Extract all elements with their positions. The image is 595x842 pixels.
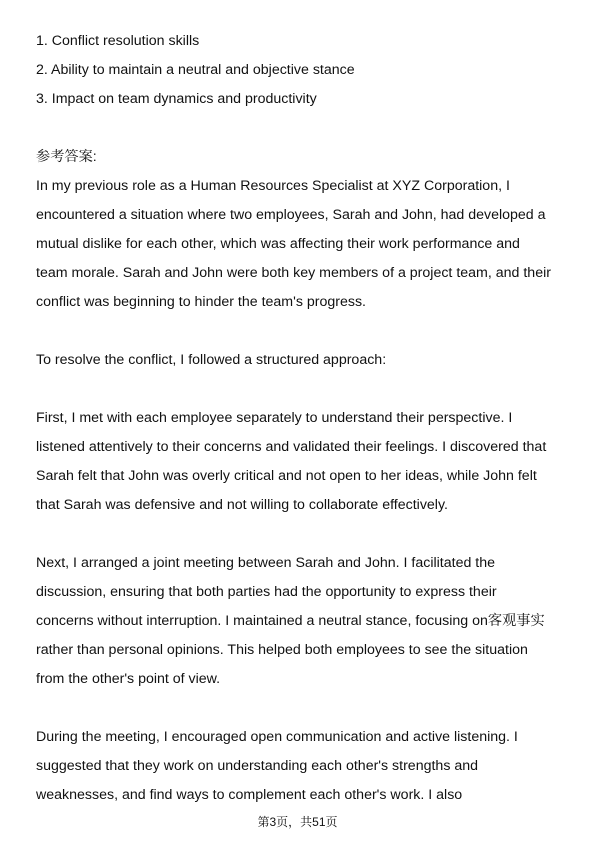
spacer	[36, 520, 566, 549]
answer-heading: 参考答案:	[36, 149, 97, 165]
page-content	[36, 27, 566, 810]
spacer	[36, 317, 566, 346]
paragraph-line: conflict was beginning to hinder the team's progress.	[36, 294, 366, 310]
paragraph	[36, 172, 566, 317]
paragraph-line: mutual dislike for each other, which was affecting their work performance and	[36, 236, 520, 252]
paragraph-line: encountered a situation where two employees, Sarah and John, had developed a	[36, 207, 546, 223]
paragraph-line: rather than personal opinions. This helped both employees to see the situation	[36, 642, 528, 658]
paragraph	[36, 404, 566, 520]
paragraph-line: In my previous role as a Human Resources Specialist at XYZ Corporation, I	[36, 178, 510, 194]
paragraph-line: from the other's point of view.	[36, 671, 221, 687]
paragraph-line: First, I met with each employee separately to understand their perspective. I	[36, 410, 513, 426]
paragraph	[36, 723, 566, 810]
paragraph-line: that Sarah was defensive and not willing to collaborate effectively.	[36, 497, 448, 513]
paragraph-line: suggested that they work on understanding each other's strengths and	[36, 758, 479, 774]
criteria-item: 2. Ability to maintain a neutral and objective stance	[36, 62, 355, 78]
paragraph-line: discussion, ensuring that both parties had the opportunity to express their	[36, 584, 497, 600]
criteria-item: 3. Impact on team dynamics and productivity	[36, 91, 317, 107]
spacer	[36, 694, 566, 723]
paragraph	[36, 549, 566, 694]
paragraph-line: team morale. Sarah and John were both key members of a project team, and their	[36, 265, 551, 281]
criteria-list	[36, 27, 566, 114]
criteria-item: 1. Conflict resolution skills	[36, 33, 200, 49]
page-number: 第3页，共51页	[257, 815, 338, 829]
spacer	[36, 375, 566, 404]
paragraph-line: concerns without interruption. I maintained a neutral stance, focusing on客观事实	[36, 613, 545, 629]
paragraph-line: weaknesses, and find ways to complement each other's work. I also	[36, 787, 463, 803]
paragraph-line: To resolve the conflict, I followed a structured approach:	[36, 352, 387, 368]
paragraph-line: Sarah felt that John was overly critical and not open to her ideas, while John felt	[36, 468, 537, 484]
paragraph-line: During the meeting, I encouraged open communication and active listening. I	[36, 729, 518, 745]
paragraph	[36, 346, 566, 375]
paragraph-line: listened attentively to their concerns and validated their feelings. I discovered that	[36, 439, 547, 455]
spacer	[36, 114, 566, 143]
paragraph-line: Next, I arranged a joint meeting between Sarah and John. I facilitated the	[36, 555, 496, 571]
